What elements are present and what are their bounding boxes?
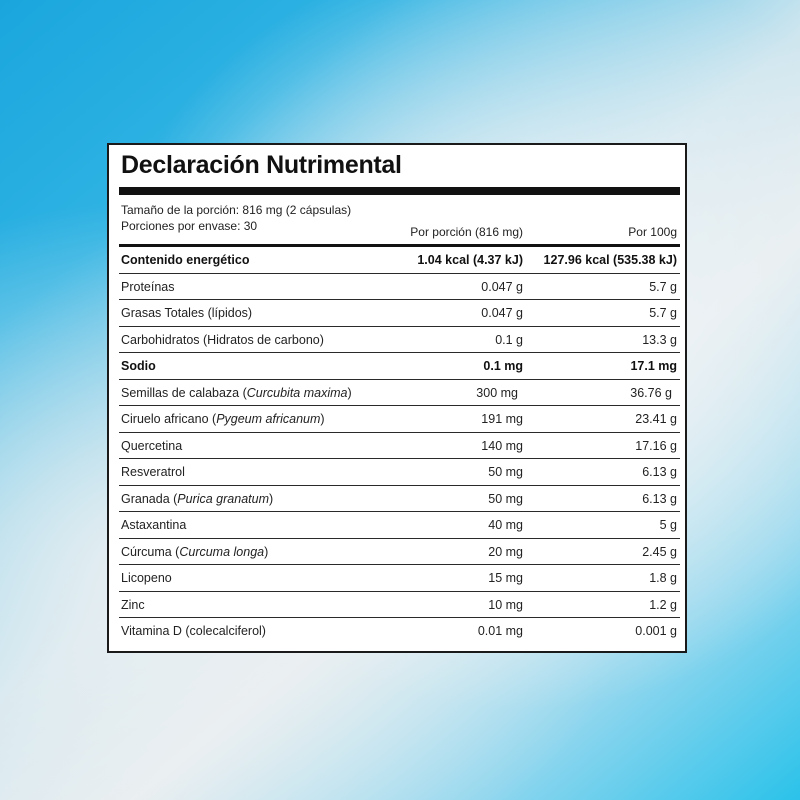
nutrient-row-pumpkin-seeds (119, 380, 680, 407)
per-100g-value: 5.7 g (649, 279, 677, 294)
nutrient-row-pomegranate (119, 486, 680, 513)
nutrient-row-protein (119, 274, 680, 301)
per-portion-value: 140 mg (481, 438, 523, 453)
nutrient-row-zinc (119, 592, 680, 619)
nutrient-row-turmeric (119, 539, 680, 566)
per-portion-value: 15 mg (488, 571, 523, 585)
per-100g-value: 2.45 g (642, 544, 677, 559)
nutrient-name: Zinc (121, 597, 145, 612)
nutrient-table (119, 247, 680, 644)
nutrient-name: Proteínas (121, 279, 175, 294)
per-100g-value: 17.1 mg (630, 359, 677, 373)
serving-size: Tamaño de la porción: 816 mg (2 cápsulas) (121, 203, 352, 217)
per-portion-value: 0.047 g (481, 306, 523, 320)
nutrient-row-energy (119, 247, 680, 274)
nutrient-name: Sodio (121, 359, 156, 373)
nutrient-name: Granada (Purica granatum) (121, 491, 274, 506)
nutrient-row-astaxanthin (119, 512, 680, 539)
nutrition-label (107, 143, 687, 653)
per-portion-value: 191 mg (481, 412, 523, 426)
per-100g-value: 6.13 g (642, 465, 677, 479)
nutrient-row-quercetin (119, 433, 680, 460)
per-100g-value: 23.41 g (635, 412, 677, 426)
nutrient-name: Astaxantina (121, 518, 187, 532)
per-100g-value: 17.16 g (635, 438, 677, 453)
label-title: Declaración Nutrimental (121, 151, 402, 179)
thick-divider (119, 187, 680, 195)
per-portion-value: 1.04 kcal (4.37 kJ) (417, 253, 523, 267)
nutrient-row-carbohydrates (119, 327, 680, 354)
per-portion-value: 0.01 mg (477, 624, 523, 638)
nutrient-name: Cúrcuma (Curcuma longa) (121, 544, 269, 559)
per-100g-value: 6.13 g (642, 491, 677, 506)
per-portion-value: 300 mg (476, 385, 518, 400)
per-portion-value: 20 mg (488, 544, 523, 559)
nutrient-name: Grasas Totales (lípidos) (121, 306, 253, 320)
per-portion-value: 0.047 g (481, 279, 523, 294)
nutrient-name: Quercetina (121, 438, 183, 453)
per-100g-value: 5.7 g (649, 306, 677, 320)
nutrient-name: Ciruelo africano (Pygeum africanum) (121, 412, 325, 426)
per-portion-value: 0.1 mg (483, 359, 523, 373)
column-header-per-portion: Por porción (816 mg) (410, 225, 523, 239)
nutrient-name: Contenido energético (121, 253, 250, 267)
per-100g-value: 127.96 kcal (535.38 kJ) (543, 253, 677, 267)
nutrient-row-lycopene (119, 565, 680, 592)
nutrient-row-african-plum (119, 406, 680, 433)
nutrient-name: Licopeno (121, 571, 172, 585)
servings-per-container: Porciones por envase: 30 (121, 219, 258, 233)
nutrient-row-fat (119, 300, 680, 327)
nutrient-name: Semillas de calabaza (Curcubita maxima) (121, 385, 352, 400)
column-header-per-100g: Por 100g (628, 225, 677, 239)
per-100g-value: 0.001 g (635, 624, 677, 638)
per-portion-value: 0.1 g (495, 332, 523, 347)
nutrient-row-resveratrol (119, 459, 680, 486)
nutrient-row-sodium (119, 353, 680, 380)
per-portion-value: 50 mg (488, 465, 523, 479)
per-portion-value: 40 mg (488, 518, 523, 532)
nutrient-name: Vitamina D (colecalciferol) (121, 624, 266, 638)
per-100g-value: 1.8 g (649, 571, 677, 585)
nutrient-row-vitamin-d (119, 618, 680, 644)
per-100g-value: 36.76 g (630, 385, 672, 400)
per-100g-value: 5 g (659, 518, 677, 532)
per-100g-value: 1.2 g (649, 597, 677, 612)
per-portion-value: 50 mg (488, 491, 523, 506)
nutrient-name: Carbohidratos (Hidratos de carbono) (121, 332, 324, 347)
per-100g-value: 13.3 g (642, 332, 677, 347)
per-portion-value: 10 mg (488, 597, 523, 612)
nutrient-name: Resveratrol (121, 465, 185, 479)
